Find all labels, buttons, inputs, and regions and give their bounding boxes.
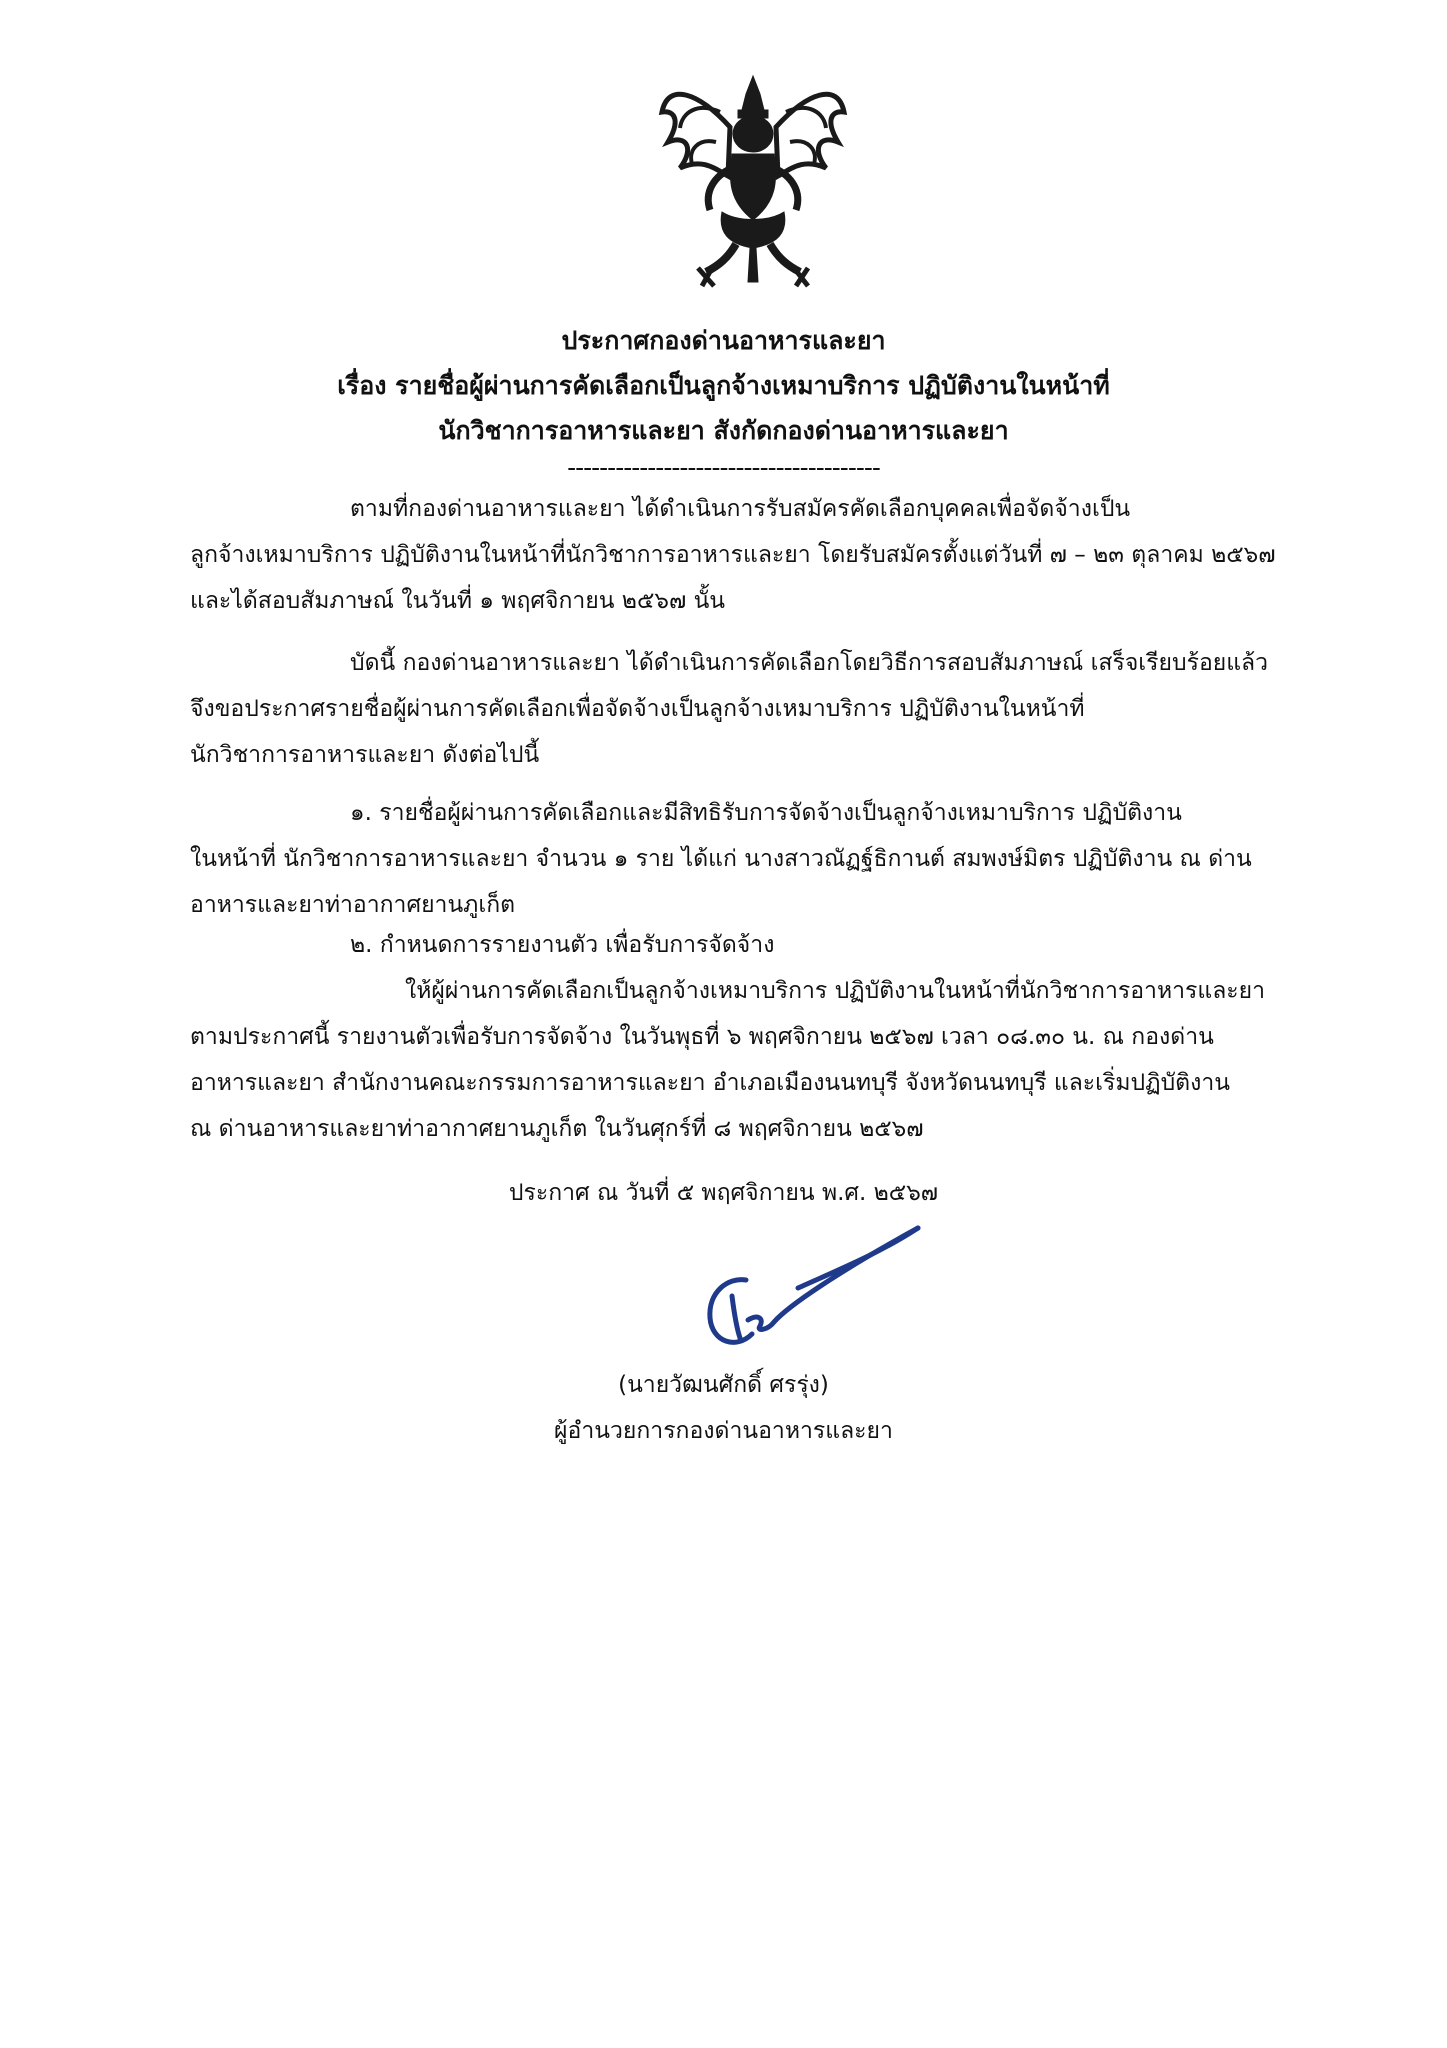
- header-divider: ---------------------------------------: [567, 453, 880, 482]
- item-2-heading: ๒. กำหนดการรายงานตัว เพื่อรับการจัดจ้าง: [350, 932, 775, 958]
- item-2-line-4: ณ ด่านอาหารและยาท่าอากาศยานภูเก็ต ในวันศุกร์ที่ ๘ พฤศจิกายน ๒๕๖๗: [190, 1116, 924, 1142]
- item-1-line-3: อาหารและยาท่าอากาศยานภูเก็ต: [190, 892, 516, 918]
- item-1-line-2: ในหน้าที่ นักวิชาการอาหารและยา จำนวน ๑ ราย ได้แก่ นางสาวณัฏฐ์ธิกานต์ สมพงษ์มิตร ปฏิบัติงาน ณ ด่าน: [190, 846, 1252, 872]
- paragraph-1-line-3: และได้สอบสัมภาษณ์ ในวันที่ ๑ พฤศจิกายน ๒๕๖๗ นั้น: [190, 588, 726, 614]
- item-2: [190, 922, 1310, 1152]
- garuda-emblem-icon: [658, 72, 848, 290]
- announcement-date: ประกาศ ณ วันที่ ๕ พฤศจิกายน พ.ศ. ๒๕๖๗: [508, 1180, 939, 1206]
- paragraph-2-line-2: จึงขอประกาศรายชื่อผู้ผ่านการคัดเลือกเพื่อจัดจ้างเป็นลูกจ้างเหมาบริการ ปฏิบัติงานในหน้าที่: [190, 696, 1085, 722]
- paragraph-2: [190, 640, 1310, 778]
- item-2-line-1: ให้ผู้ผ่านการคัดเลือกเป็นลูกจ้างเหมาบริการ ปฏิบัติงานในหน้าที่นักวิชาการอาหารและยา: [405, 978, 1266, 1004]
- signatory-block: [0, 1362, 1447, 1454]
- announcement-header: [0, 318, 1447, 483]
- paragraph-1: [190, 486, 1310, 624]
- paragraph-2-line-1: บัดนี้ กองด่านอาหารและยา ได้ดำเนินการคัดเลือกโดยวิธีการสอบสัมภาษณ์ เสร็จเรียบร้อยแล้ว: [350, 650, 1269, 676]
- item-1-line-1: ๑. รายชื่อผู้ผ่านการคัดเลือกและมีสิทธิรับการจัดจ้างเป็นลูกจ้างเหมาบริการ ปฏิบัติงาน: [350, 800, 1182, 826]
- item-1: [190, 790, 1310, 928]
- item-2-line-3: อาหารและยา สำนักงานคณะกรรมการอาหารและยา อำเภอเมืองนนทบุรี จังหวัดนนทบุรี และเริ่มปฏิบัติงาน: [190, 1070, 1230, 1096]
- signatory-name: (นายวัฒนศักดิ์ ศรรุ่ง): [618, 1372, 829, 1398]
- paragraph-1-line-1: ตามที่กองด่านอาหารและยา ได้ดำเนินการรับสมัครคัดเลือกบุคคลเพื่อจัดจ้างเป็น: [350, 496, 1131, 522]
- announcement-subject-line-2: นักวิชาการอาหารและยา สังกัดกองด่านอาหารและยา: [438, 416, 1009, 445]
- signatory-position: ผู้อำนวยการกองด่านอาหารและยา: [554, 1418, 893, 1444]
- announcement-title: ประกาศกองด่านอาหารและยา: [561, 326, 886, 355]
- paragraph-2-line-3: นักวิชาการอาหารและยา ดังต่อไปนี้: [190, 742, 540, 768]
- item-2-line-2: ตามประกาศนี้ รายงานตัวเพื่อรับการจัดจ้าง ในวันพุธที่ ๖ พฤศจิกายน ๒๕๖๗ เวลา ๐๘.๓๐ น. ณ กองด่าน: [190, 1024, 1214, 1050]
- signature-icon: [688, 1222, 928, 1362]
- announcement-subject-line-1: เรื่อง รายชื่อผู้ผ่านการคัดเลือกเป็นลูกจ้างเหมาบริการ ปฏิบัติงานในหน้าที่: [337, 371, 1110, 400]
- paragraph-1-line-2: ลูกจ้างเหมาบริการ ปฏิบัติงานในหน้าที่นักวิชาการอาหารและยา โดยรับสมัครตั้งแต่วันที่ ๗ – ๒๓ ตุลาคม ๒๕๖๗: [190, 542, 1276, 568]
